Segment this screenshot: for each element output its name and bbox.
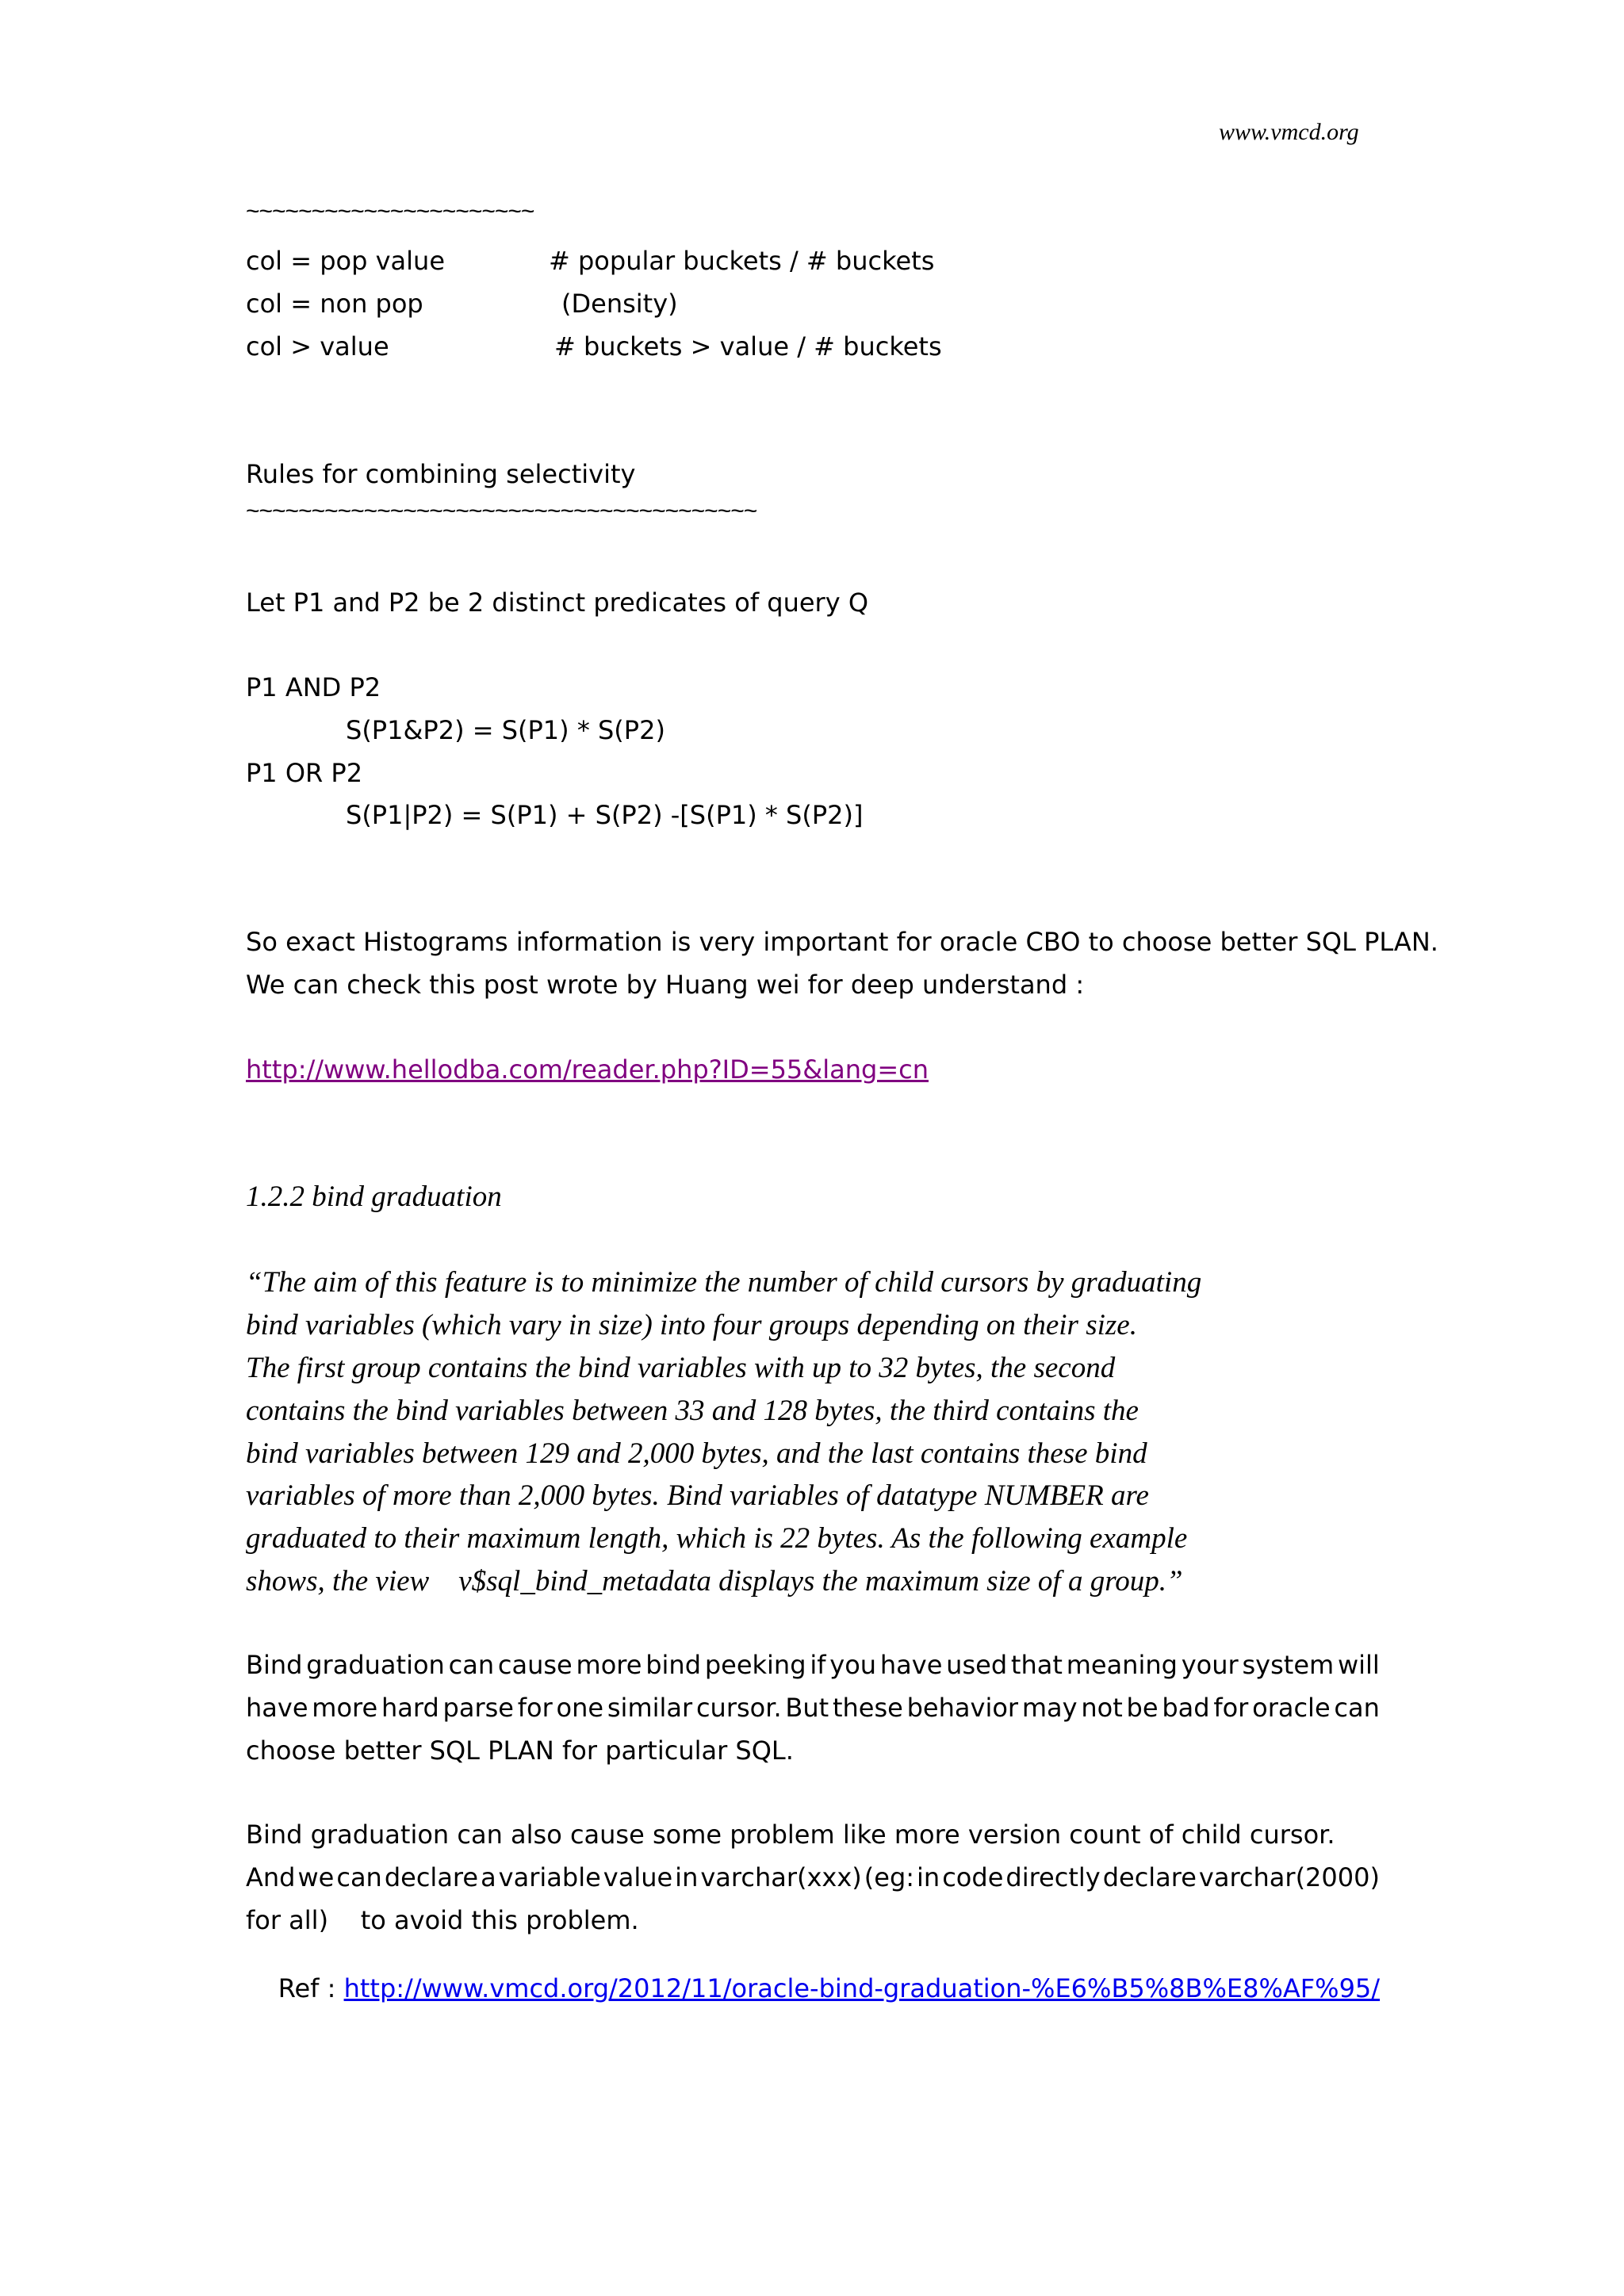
word: (eg: — [864, 1862, 915, 1892]
word: parse — [442, 1693, 514, 1723]
tilde-separator: ~~~~~~~~~~~~~~~~~~~~~~~~~~~~~~~~~~~~~~~ — [246, 498, 757, 524]
word: have — [879, 1650, 943, 1680]
ref-label: Ref : — [278, 1973, 344, 2003]
rule-right-pop: # popular buckets / # buckets — [549, 246, 935, 276]
hellodba-link[interactable]: http://www.hellodba.com/reader.php?ID=55&lang=cn — [246, 1054, 929, 1085]
word: graduation — [306, 1650, 445, 1680]
word: not — [1081, 1693, 1123, 1723]
word: a — [481, 1862, 496, 1892]
word: you — [829, 1650, 877, 1680]
word: used — [946, 1650, 1008, 1680]
summary-line-2: We can check this post wrote by Huang wei for deep understand : — [246, 970, 1085, 1000]
paragraph1-line-2 — [246, 1693, 1380, 1723]
word: variable — [498, 1862, 601, 1892]
rule-left-nonpop: col = non pop — [246, 289, 423, 319]
word: value — [603, 1862, 673, 1892]
word: have — [246, 1693, 308, 1723]
quote-line: “The aim of this feature is to minimize the number of child cursors by graduating — [246, 1266, 1202, 1299]
quote-line: graduated to their maximum length, which is 22 bytes. As the following example — [246, 1522, 1188, 1555]
quote-line: contains the bind variables between 33 and 128 bytes, the third contains the — [246, 1395, 1139, 1427]
or-label: P1 OR P2 — [246, 758, 363, 788]
word: behavior — [906, 1693, 1019, 1723]
word: varchar(2000) — [1198, 1862, 1380, 1892]
word: declare — [1102, 1862, 1197, 1892]
word: if — [810, 1650, 826, 1680]
word: may — [1021, 1693, 1078, 1723]
word: your — [1181, 1650, 1239, 1680]
word: can — [448, 1650, 495, 1680]
justified-line — [246, 1652, 1380, 1678]
or-formula: S(P1|P2) = S(P1) + S(P2) -[S(P1) * S(P2)] — [346, 800, 864, 830]
paragraph1-line-3: choose better SQL PLAN for particular SQL. — [246, 1735, 794, 1766]
combining-title: Rules for combining selectivity — [246, 459, 636, 489]
rule-left-gt: col > value — [246, 331, 389, 362]
word: cause — [497, 1650, 573, 1680]
section-heading: 1.2.2 bind graduation — [246, 1181, 502, 1213]
word: Bind — [246, 1650, 303, 1680]
paragraph2-line-3: for all) to avoid this problem. — [246, 1905, 639, 1935]
paragraph2-line-1: Bind graduation can also cause some problem like more version count of child cursor. — [246, 1820, 1335, 1850]
vmcd-bind-graduation-link[interactable]: http://www.vmcd.org/2012/11/oracle-bind-graduation-%E6%B5%8B%E8%AF%95/ — [343, 1973, 1381, 2003]
word: declare — [384, 1862, 479, 1892]
word: be — [1126, 1693, 1159, 1723]
justified-line — [246, 1862, 1380, 1892]
rule-right-gt: # buckets > value / # buckets — [554, 331, 942, 362]
quote-line: shows, the view v$sql_bind_metadata displays the maximum size of a group.” — [246, 1565, 1183, 1598]
word: system — [1242, 1650, 1335, 1680]
word: in — [675, 1862, 699, 1892]
word: directly — [1005, 1862, 1101, 1892]
word: can — [336, 1862, 382, 1892]
word: for — [517, 1693, 553, 1723]
word: hard — [381, 1693, 439, 1723]
word: code — [942, 1862, 1004, 1892]
word: bad — [1162, 1693, 1210, 1723]
word: similar — [607, 1693, 693, 1723]
word: more — [576, 1650, 642, 1680]
word: bind — [645, 1650, 702, 1680]
and-label: P1 AND P2 — [246, 672, 381, 702]
word: will — [1337, 1650, 1380, 1680]
ref-line — [246, 1950, 1380, 2026]
quote-line: bind variables (which vary in size) into four groups depending on their size. — [246, 1309, 1137, 1341]
word: varchar(xxx) — [700, 1862, 862, 1892]
and-formula: S(P1&P2) = S(P1) * S(P2) — [346, 715, 665, 745]
word: one — [556, 1693, 604, 1723]
word: And — [246, 1862, 296, 1892]
rule-right-nonpop: (Density) — [561, 289, 678, 319]
summary-line-1: So exact Histograms information is very important for oracle CBO to choose better SQL PLAN. — [246, 927, 1438, 957]
quote-line: bind variables between 129 and 2,000 bytes, and the last contains these bind — [246, 1437, 1147, 1470]
combining-intro: Let P1 and P2 be 2 distinct predicates of query Q — [246, 587, 868, 618]
word: can — [1334, 1693, 1380, 1723]
paragraph1-line-1 — [246, 1652, 1380, 1678]
paragraph2-line-2 — [246, 1862, 1380, 1892]
word: more — [312, 1693, 378, 1723]
quote-line: The first group contains the bind variables with up to 32 bytes, the second — [246, 1352, 1116, 1384]
quote-line: variables of more than 2,000 bytes. Bind variables of datatype NUMBER are — [246, 1479, 1149, 1512]
word: peeking — [704, 1650, 806, 1680]
header-site-url: www.vmcd.org — [1219, 119, 1359, 145]
word: But — [785, 1693, 829, 1723]
justified-line — [246, 1693, 1380, 1723]
rule-left-pop: col = pop value — [246, 246, 445, 276]
tilde-separator: ~~~~~~~~~~~~~~~~~~~~~~ — [246, 198, 534, 224]
word: meaning — [1066, 1650, 1178, 1680]
word: in — [917, 1862, 940, 1892]
word: cursor. — [695, 1693, 782, 1723]
word: for — [1213, 1693, 1249, 1723]
word: oracle — [1252, 1693, 1331, 1723]
word: we — [297, 1862, 335, 1892]
word: these — [832, 1693, 903, 1723]
word: that — [1010, 1650, 1063, 1680]
